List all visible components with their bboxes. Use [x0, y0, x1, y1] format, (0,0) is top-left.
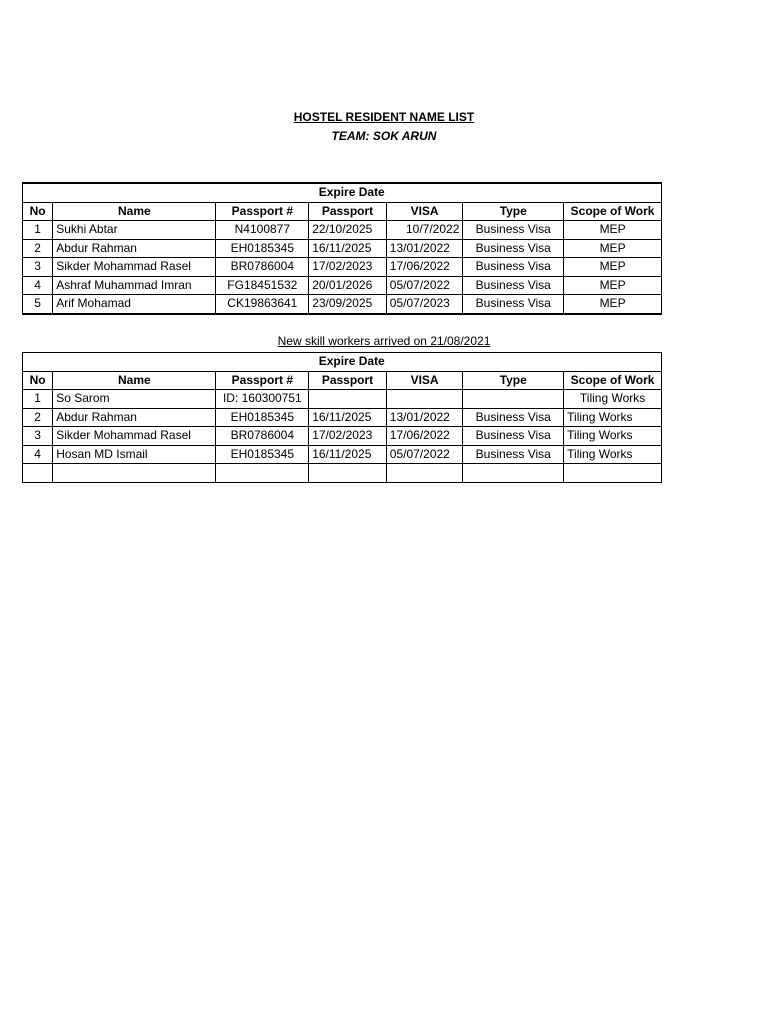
header-name: Name — [53, 371, 216, 390]
cell-passport-expiry: 17/02/2023 — [309, 258, 387, 277]
cell-type: Business Visa — [463, 276, 564, 295]
cell-visa-expiry: 17/06/2022 — [386, 427, 463, 446]
cell-passport-number: EH0185345 — [216, 239, 309, 258]
cell-passport-expiry: 16/11/2025 — [309, 408, 387, 427]
table-row — [23, 445, 662, 464]
expire-date-header: Expire Date — [309, 183, 662, 202]
header-name: Name — [53, 202, 216, 221]
blank-header-cell — [23, 183, 309, 202]
table-row — [23, 295, 662, 314]
cell-passport-expiry: 16/11/2025 — [309, 445, 387, 464]
cell-scope: Tiling Works — [564, 408, 662, 427]
cell-visa-expiry: 10/7/2022 — [386, 221, 463, 240]
cell-visa-expiry — [386, 390, 463, 409]
table-row — [23, 258, 662, 277]
resident-table-1 — [22, 182, 662, 315]
cell-passport-number: CK19863641 — [216, 295, 309, 314]
cell-passport-expiry — [309, 390, 387, 409]
cell-passport-expiry: 17/02/2023 — [309, 427, 387, 446]
cell-type: Business Visa — [463, 239, 564, 258]
cell-passport-number: FG18451532 — [216, 276, 309, 295]
cell-name: Sikder Mohammad Rasel — [53, 258, 216, 277]
cell-passport-number — [216, 464, 309, 483]
cell-no: 1 — [23, 390, 53, 409]
cell-no: 4 — [23, 445, 53, 464]
header-no: No — [23, 202, 53, 221]
cell-scope: Tiling Works — [564, 427, 662, 446]
header-passport-expiry: Passport — [309, 202, 387, 221]
cell-no: 2 — [23, 408, 53, 427]
header-type: Type — [463, 202, 564, 221]
cell-no: 4 — [23, 276, 53, 295]
cell-name: Sikder Mohammad Rasel — [53, 427, 216, 446]
cell-no: 2 — [23, 239, 53, 258]
cell-passport-expiry: 16/11/2025 — [309, 239, 387, 258]
page-title: HOSTEL RESIDENT NAME LIST — [293, 110, 475, 124]
cell-visa-expiry: 17/06/2022 — [386, 258, 463, 277]
cell-scope: MEP — [564, 221, 662, 240]
expire-date-header-row — [23, 353, 662, 372]
table-row — [23, 464, 662, 483]
cell-no: 3 — [23, 258, 53, 277]
table-row — [23, 276, 662, 295]
cell-passport-number: EH0185345 — [216, 445, 309, 464]
cell-name — [53, 464, 216, 483]
expire-date-header-row — [23, 183, 662, 202]
cell-no — [23, 464, 53, 483]
cell-type: Business Visa — [463, 295, 564, 314]
cell-passport-expiry: 22/10/2025 — [309, 221, 387, 240]
header-passport-number: Passport # — [216, 202, 309, 221]
cell-visa-expiry: 05/07/2022 — [386, 276, 463, 295]
cell-scope: Tiling Works — [564, 445, 662, 464]
header-passport-expiry: Passport — [309, 371, 387, 390]
table-row — [23, 239, 662, 258]
cell-passport-expiry: 20/01/2026 — [309, 276, 387, 295]
column-header-row — [23, 202, 662, 221]
header-no: No — [23, 371, 53, 390]
cell-type: Business Visa — [463, 427, 564, 446]
cell-visa-expiry: 13/01/2022 — [386, 239, 463, 258]
resident-table-2 — [22, 352, 662, 483]
cell-name: Hosan MD Ismail — [53, 445, 216, 464]
expire-date-header: Expire Date — [309, 353, 662, 372]
cell-type: Business Visa — [463, 445, 564, 464]
cell-name: Abdur Rahman — [53, 408, 216, 427]
cell-visa-expiry: 05/07/2022 — [386, 445, 463, 464]
cell-no: 3 — [23, 427, 53, 446]
table-row — [23, 408, 662, 427]
header-passport-number: Passport # — [216, 371, 309, 390]
cell-no: 1 — [23, 221, 53, 240]
cell-passport-expiry: 23/09/2025 — [309, 295, 387, 314]
cell-type: Business Visa — [463, 221, 564, 240]
cell-visa-expiry — [386, 464, 463, 483]
cell-scope: MEP — [564, 258, 662, 277]
header-scope: Scope of Work — [564, 202, 662, 221]
cell-name: So Sarom — [53, 390, 216, 409]
cell-type — [463, 464, 564, 483]
cell-name: Ashraf Muhammad Imran — [53, 276, 216, 295]
cell-passport-number: EH0185345 — [216, 408, 309, 427]
cell-passport-number: N4100877 — [216, 221, 309, 240]
cell-scope — [564, 464, 662, 483]
cell-type — [463, 390, 564, 409]
cell-no: 5 — [23, 295, 53, 314]
cell-passport-expiry — [309, 464, 387, 483]
table-row — [23, 427, 662, 446]
column-header-row — [23, 371, 662, 390]
cell-passport-number: BR0786004 — [216, 427, 309, 446]
team-name: TEAM: SOK ARUN — [331, 129, 437, 143]
cell-passport-number: ID: 160300751 — [216, 390, 309, 409]
blank-header-cell — [23, 353, 309, 372]
new-workers-subtitle: New skill workers arrived on 21/08/2021 — [277, 334, 491, 348]
cell-name: Arif Mohamad — [53, 295, 216, 314]
header-type: Type — [463, 371, 564, 390]
cell-name: Sukhi Abtar — [53, 221, 216, 240]
cell-type: Business Visa — [463, 408, 564, 427]
cell-visa-expiry: 13/01/2022 — [386, 408, 463, 427]
header-visa-expiry: VISA — [386, 202, 463, 221]
cell-scope: MEP — [564, 276, 662, 295]
cell-type: Business Visa — [463, 258, 564, 277]
table-row — [23, 221, 662, 240]
cell-scope: Tiling Works — [564, 390, 662, 409]
cell-visa-expiry: 05/07/2023 — [386, 295, 463, 314]
header-visa-expiry: VISA — [386, 371, 463, 390]
cell-name: Abdur Rahman — [53, 239, 216, 258]
cell-scope: MEP — [564, 295, 662, 314]
cell-passport-number: BR0786004 — [216, 258, 309, 277]
table-row — [23, 390, 662, 409]
cell-scope: MEP — [564, 239, 662, 258]
header-scope: Scope of Work — [564, 371, 662, 390]
